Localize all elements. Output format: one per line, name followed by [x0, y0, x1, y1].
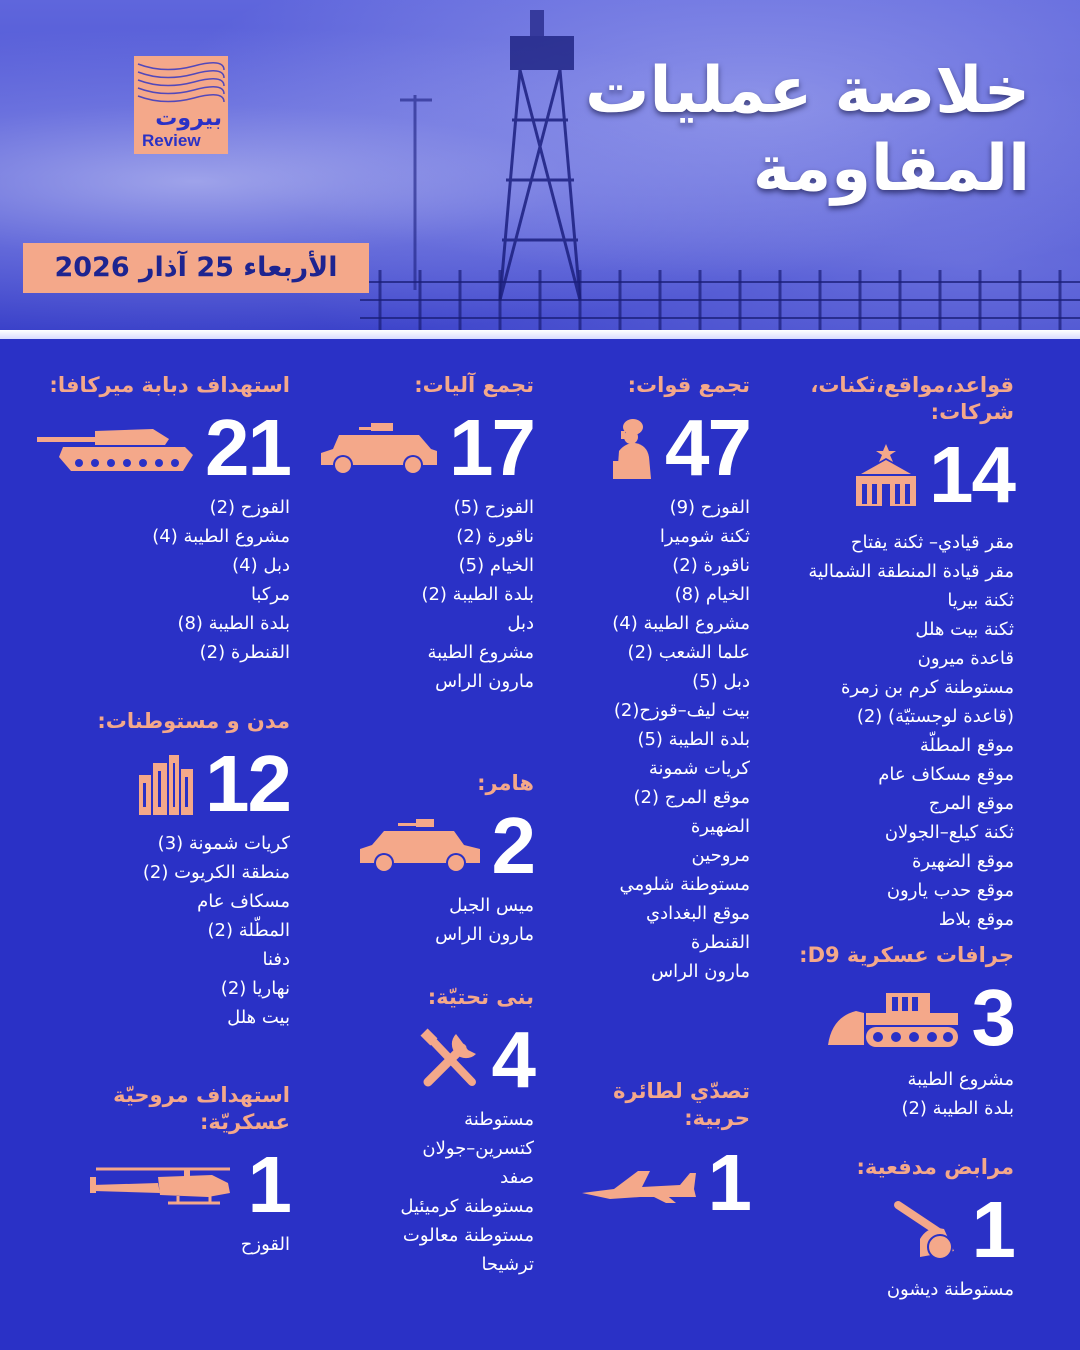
list-item: القوزح: [240, 1234, 290, 1255]
list-item: مستوطنة كرم بن زمرة: [840, 677, 1014, 698]
list-item: ثكنة كيلع–الجولان: [884, 822, 1014, 843]
stat-row: [774, 1185, 1014, 1274]
list-item: كتسرين–جولان: [422, 1138, 534, 1159]
page-title-line-1: خلاصة عمليات: [585, 54, 1030, 128]
section-infrastructure: [314, 984, 534, 1279]
list-item: مارون الراس: [435, 671, 534, 692]
locations-list: [314, 1105, 534, 1279]
list-item: موقع المرج: [928, 793, 1014, 814]
header-divider: [0, 330, 1080, 339]
list-item: بيت ليف–قوزح(2): [613, 700, 750, 721]
logo-english-text: Review: [142, 131, 201, 150]
stat-row: [314, 403, 534, 492]
soldier-icon: [611, 417, 655, 479]
list-item: مشروع الطيبة: [907, 1069, 1014, 1090]
list-item: قاعدة ميرون: [917, 648, 1014, 669]
stat-row: [30, 739, 290, 828]
list-item: دبل: [507, 613, 534, 634]
list-item: ثكنة بيت هلل: [915, 619, 1014, 640]
list-item: مشروع الطيبة (4): [612, 613, 750, 634]
list-item: نهاريا (2): [220, 978, 290, 999]
list-item: القنطرة (2): [199, 642, 290, 663]
locations-list: [774, 1065, 1014, 1123]
list-item: دبل (4): [232, 555, 290, 576]
locations-list: [314, 493, 534, 696]
list-item: بلدة الطيبة (8): [177, 613, 290, 634]
stat-number: 12: [205, 739, 290, 828]
list-item: علما الشعب (2): [627, 642, 750, 663]
stat-number: 4: [491, 1015, 534, 1104]
list-item: بلدة الطيبة (5): [637, 729, 750, 750]
list-item: ميس الجبل: [449, 895, 534, 916]
stat-row: [550, 403, 750, 492]
helicopter-icon: [88, 1163, 238, 1207]
list-item: (قاعدة لوجستيّة) (2): [856, 706, 1014, 727]
fighter-jet-icon: [580, 1163, 698, 1203]
locations-list: [550, 493, 750, 986]
stat-number: 14: [929, 430, 1014, 519]
buildings-icon: [137, 753, 195, 815]
list-item: بلدة الطيبة (2): [901, 1098, 1014, 1119]
header-banner: [0, 0, 1080, 330]
locations-list: [784, 528, 1014, 934]
section-title: تجمع قوات:: [627, 373, 750, 397]
bulldozer-icon: [826, 987, 962, 1049]
list-item: موقع المرج (2): [633, 787, 750, 808]
stat-row: [774, 973, 1014, 1062]
stat-row: [30, 1140, 290, 1229]
tools-icon: [418, 1028, 482, 1092]
section-cities: [30, 708, 290, 1032]
list-item: موقع المطلّة: [919, 735, 1014, 756]
stat-number: 1: [247, 1140, 290, 1229]
list-item: بلدة الطيبة (2): [421, 584, 534, 605]
list-item: موقع الضهيرة: [911, 851, 1014, 872]
stat-row: [550, 1138, 750, 1227]
list-item: مسكاف عام: [197, 891, 290, 912]
stat-number: 1: [971, 1185, 1014, 1274]
list-item: مقر قيادي– ثكنة يفتاح: [850, 532, 1014, 553]
list-item: ترشيحا: [481, 1254, 534, 1275]
list-item: موقع البغدادي: [645, 903, 750, 924]
list-item: كريات شمونة (3): [157, 833, 290, 854]
stat-number: 47: [665, 403, 750, 492]
list-item: المطّلة (2): [207, 920, 290, 941]
section-vehicles: [314, 372, 534, 696]
list-item: مستوطنة كرميئيل: [400, 1196, 534, 1217]
stat-number: 17: [449, 403, 534, 492]
date-badge: الأربعاء 25 آذار 2026: [23, 243, 369, 293]
section-bases: [784, 372, 1014, 934]
list-item: منطقة الكريوت (2): [142, 862, 290, 883]
section-title: تصدّي لطائرة حربية:: [613, 1079, 750, 1130]
list-item: مارون الراس: [651, 961, 750, 982]
list-item: مستوطنة: [464, 1109, 534, 1130]
list-item: مستوطنة شلومي: [619, 874, 750, 895]
humvee-icon: [358, 817, 482, 875]
tank-icon: [35, 423, 195, 473]
list-item: الخيام (8): [674, 584, 750, 605]
list-item: دبل (5): [692, 671, 750, 692]
locations-list: [314, 891, 534, 949]
page-title-line-2: المقاومة: [752, 132, 1030, 206]
list-item: موقع حدب يارون: [886, 880, 1014, 901]
list-item: ناقورة (2): [456, 526, 534, 547]
list-item: القوزح (9): [669, 497, 750, 518]
locations-list: [30, 1230, 290, 1259]
section-title: بنى تحتيّة:: [427, 985, 534, 1009]
section-title: استهداف مروحيّة عسكريّة:: [113, 1083, 290, 1134]
logo-arabic-text: بيروت: [155, 106, 222, 131]
stat-row: [314, 801, 534, 890]
section-helicopter: [30, 1082, 290, 1259]
list-item: مركبا: [250, 584, 290, 605]
list-item: ثكنة شوميرا: [659, 526, 750, 547]
page-title: [470, 52, 1030, 208]
section-title: تجمع آليات:: [414, 373, 534, 397]
locations-list: [30, 829, 290, 1032]
section-title: مرابض مدفعية:: [856, 1155, 1014, 1179]
stat-number: 2: [491, 801, 534, 890]
section-troops: [550, 372, 750, 986]
artillery-icon: [892, 1199, 962, 1261]
list-item: ناقورة (2): [672, 555, 750, 576]
stat-row: [30, 403, 290, 492]
locations-list: [30, 493, 290, 667]
list-item: الضهيرة: [690, 816, 750, 837]
list-item: صفد: [500, 1167, 534, 1188]
locations-list: [774, 1275, 1014, 1304]
section-title: مدن و مستوطنات:: [97, 709, 290, 733]
stat-number: 3: [971, 973, 1014, 1062]
section-title: استهداف دبابة ميركافا:: [49, 373, 290, 397]
list-item: مشروع الطيبة: [427, 642, 534, 663]
list-item: ثكنة بيريا: [947, 590, 1014, 611]
stat-number: 21: [205, 403, 290, 492]
section-hummer: [314, 770, 534, 949]
list-item: القوزح (2): [209, 497, 290, 518]
list-item: مارون الراس: [435, 924, 534, 945]
section-bulldozers: [774, 942, 1014, 1123]
section-merkava: [30, 372, 290, 667]
stat-number: 1: [707, 1138, 750, 1227]
list-item: القنطرة: [690, 932, 750, 953]
list-item: مشروع الطيبة (4): [152, 526, 290, 547]
section-title: قواعد،مواقع،ثكنات، شركات:: [810, 373, 1014, 424]
list-item: مستوطنة معالوت: [402, 1225, 534, 1246]
list-item: القوزح (5): [453, 497, 534, 518]
section-jet: [550, 1078, 750, 1227]
list-item: الخيام (5): [458, 555, 534, 576]
stat-row: [784, 430, 1014, 519]
list-item: مستوطنة ديشون: [886, 1279, 1014, 1300]
stat-row: [314, 1015, 534, 1104]
list-item: بيت هلل: [227, 1007, 290, 1028]
section-title: هامر:: [477, 771, 534, 795]
list-item: دفنا: [262, 949, 290, 970]
list-item: مروحين: [691, 845, 750, 866]
barracks-icon: [853, 442, 919, 508]
list-item: موقع بلاط: [938, 909, 1014, 930]
section-title: جرافات عسكرية D9:: [799, 943, 1014, 967]
list-item: مقر قيادة المنطقة الشمالية: [808, 561, 1014, 582]
list-item: كريات شمونة: [648, 758, 750, 779]
list-item: موقع مسكاف عام: [878, 764, 1014, 785]
section-artillery: [774, 1154, 1014, 1304]
armored-vehicle-icon: [319, 419, 439, 477]
beirut-review-logo: [134, 56, 228, 154]
